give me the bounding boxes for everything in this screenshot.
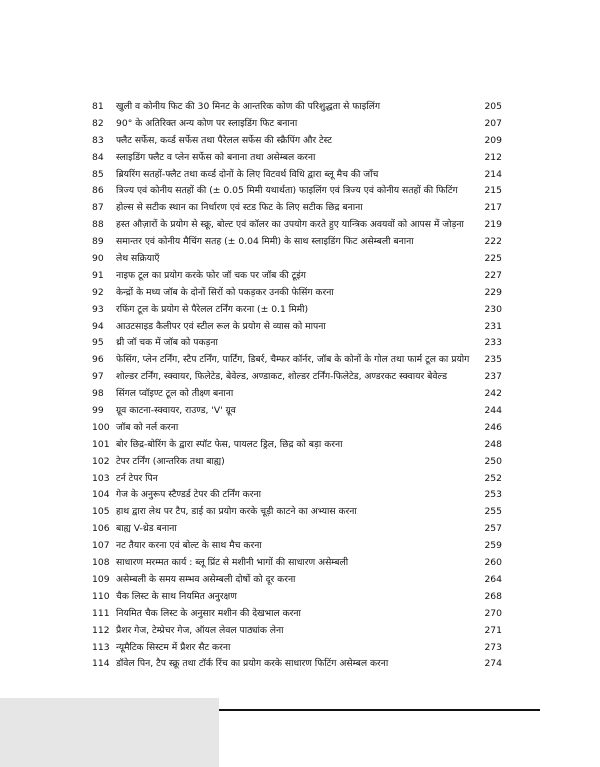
toc-row xyxy=(92,403,502,420)
entry-title: ब्रियरिंग सतहों-फ्लैट तथा कर्व्ड दोनों के लिए विटवर्थ विधि द्वारा ब्लू मैच की जाँच xyxy=(116,168,379,180)
entry-number: 94 xyxy=(92,320,104,332)
entry-number: 93 xyxy=(92,303,104,315)
entry-number: 85 xyxy=(92,168,104,180)
entry-title: बोर छिद्र-बोरिंग के द्वारा स्पॉट फेस, पायलट ड्रिल, छिद्र को बड़ा करना xyxy=(116,438,343,450)
entry-number: 110 xyxy=(92,590,110,602)
entry-title: केन्द्रों के मध्य जॉब के दोनों सिरों को पकड़कर उनकी फेसिंग करना xyxy=(116,286,334,298)
toc-row xyxy=(92,268,502,285)
entry-page-number: 264 xyxy=(484,573,502,585)
entry-page-number: 233 xyxy=(484,337,502,349)
toc-row xyxy=(92,454,502,471)
entry-number: 114 xyxy=(92,658,110,670)
entry-title: नियमित चैक लिस्ट के अनुसार मशीन की देखभाल करना xyxy=(116,607,301,619)
entry-number: 103 xyxy=(92,472,110,484)
entry-title: टेपर टर्निंग (आन्तरिक तथा बाह्य) xyxy=(116,455,225,467)
toc-row xyxy=(92,420,502,437)
toc-row xyxy=(92,656,502,673)
entry-number: 90 xyxy=(92,253,104,265)
entry-title: थ्री जॉ चक में जॉब को पकड़ना xyxy=(116,337,218,349)
entry-title: गेज के अनुरूप स्टैण्डर्ड टेपर की टर्निंग करना xyxy=(116,489,261,501)
entry-page-number: 222 xyxy=(484,236,502,248)
toc-row xyxy=(92,251,502,268)
entry-number: 107 xyxy=(92,540,110,552)
entry-page-number: 246 xyxy=(484,421,502,433)
entry-number: 101 xyxy=(92,438,110,450)
entry-title: होल्स से सटीक स्थान का निर्धारण एवं स्टड फिट के लिए सटीक छिद्र बनाना xyxy=(116,202,363,214)
entry-page-number: 229 xyxy=(484,286,502,298)
toc-row xyxy=(92,167,502,184)
entry-number: 86 xyxy=(92,185,104,197)
toc-row xyxy=(92,234,502,251)
entry-number: 112 xyxy=(92,624,110,636)
entry-page-number: 230 xyxy=(484,303,502,315)
entry-page-number: 253 xyxy=(484,489,502,501)
entry-number: 87 xyxy=(92,202,104,214)
toc-row xyxy=(92,285,502,302)
entry-page-number: 250 xyxy=(484,455,502,467)
entry-title: आउटसाइड कैलीपर एवं स्टील रूल के प्रयोग से व्यास को मापना xyxy=(116,320,326,332)
entry-number: 99 xyxy=(92,405,104,417)
entry-page-number: 244 xyxy=(484,405,502,417)
entry-page-number: 270 xyxy=(484,607,502,619)
toc-row xyxy=(92,572,502,589)
toc-row xyxy=(92,521,502,538)
entry-page-number: 273 xyxy=(484,641,502,653)
footer-rule xyxy=(219,709,540,711)
entry-number: 98 xyxy=(92,388,104,400)
entry-number: 97 xyxy=(92,371,104,383)
entry-page-number: 268 xyxy=(484,590,502,602)
toc-row xyxy=(92,606,502,623)
entry-title: शोल्डर टर्निंग, स्क्वायर, फिलेटेड, बेवेल्ड, अण्डाकट, शोल्डर टर्निंग-फिलेटेड, अण्डरकट स्क्वायर बेवेल्ड xyxy=(116,371,448,383)
entry-number: 96 xyxy=(92,354,104,366)
toc-row xyxy=(92,133,502,150)
entry-title: फ्लैट सर्फेस, कर्व्ड सर्फेस तथा पैरेलल सर्फेस की स्क्रैपिंग और टेस्ट xyxy=(116,134,332,146)
toc-row xyxy=(92,302,502,319)
entry-number: 102 xyxy=(92,455,110,467)
entry-number: 88 xyxy=(92,219,104,231)
entry-number: 113 xyxy=(92,641,110,653)
entry-page-number: 259 xyxy=(484,540,502,552)
entry-page-number: 217 xyxy=(484,202,502,214)
entry-title: चैक लिस्ट के साथ नियमित अनुरक्षण xyxy=(116,590,237,602)
entry-title: लेथ सक्रियाएँ xyxy=(116,253,160,265)
entry-number: 104 xyxy=(92,489,110,501)
toc-row xyxy=(92,335,502,352)
entry-page-number: 260 xyxy=(484,557,502,569)
entry-page-number: 231 xyxy=(484,320,502,332)
entry-page-number: 235 xyxy=(484,354,502,366)
toc-row xyxy=(92,386,502,403)
entry-title: बाह्य V-थ्रेड बनाना xyxy=(116,523,177,535)
toc-row xyxy=(92,623,502,640)
table-of-contents xyxy=(92,99,502,673)
entry-page-number: 209 xyxy=(484,134,502,146)
entry-title: समान्तर एवं कोनीय मैचिंग सतह (± 0.04 मिमी) के साथ स्लाइडिंग फिट असेम्बली बनाना xyxy=(116,236,414,248)
entry-number: 81 xyxy=(92,101,104,112)
entry-number: 106 xyxy=(92,523,110,535)
entry-page-number: 212 xyxy=(484,151,502,163)
entry-title: त्रिज्य एवं कोनीय सतहों की (± 0.05 मिमी यथार्थता) फाइलिंग एवं त्रिज्य एवं कोनीय सतहों की फिटिंग xyxy=(116,185,458,197)
entry-number: 109 xyxy=(92,573,110,585)
entry-title: रफिंग टूल के प्रयोग से पैरेलल टर्निंग करना (± 0.1 मिमी) xyxy=(116,303,309,315)
entry-title: नट तैयार करना एवं बोल्ट के साथ मैच करना xyxy=(116,540,262,552)
entry-page-number: 237 xyxy=(484,371,502,383)
toc-row xyxy=(92,369,502,386)
entry-number: 91 xyxy=(92,269,104,281)
entry-page-number: 271 xyxy=(484,624,502,636)
toc-row xyxy=(92,200,502,217)
entry-page-number: 257 xyxy=(484,523,502,535)
toc-row xyxy=(92,640,502,657)
entry-number: 82 xyxy=(92,117,104,129)
entry-page-number: 215 xyxy=(484,185,502,197)
entry-number: 105 xyxy=(92,506,110,518)
entry-page-number: 207 xyxy=(484,117,502,129)
toc-row xyxy=(92,319,502,336)
footer-gray-block xyxy=(0,698,219,767)
entry-number: 100 xyxy=(92,421,110,433)
entry-title: स्लाइडिंग फ्लैट व प्लेन सर्फेस को बनाना तथा असेम्बल करना xyxy=(116,151,316,163)
toc-row xyxy=(92,116,502,133)
entry-page-number: 242 xyxy=(484,388,502,400)
entry-number: 111 xyxy=(92,607,110,619)
entry-number: 92 xyxy=(92,286,104,298)
entry-number: 95 xyxy=(92,337,104,349)
entry-title: नाइफ टूल का प्रयोग करके फोर जॉ चक पर जॉब की टूइंग xyxy=(116,269,306,281)
toc-row xyxy=(92,150,502,167)
toc-row xyxy=(92,589,502,606)
toc-row xyxy=(92,538,502,555)
entry-title: जॉब को नर्ल करना xyxy=(116,421,179,433)
entry-number: 83 xyxy=(92,134,104,146)
entry-number: 89 xyxy=(92,236,104,248)
entry-title: 90° के अतिरिक्त अन्य कोण पर स्लाइडिंग फिट बनाना xyxy=(116,117,298,129)
entry-title: असेम्बली के समय सम्भव असेम्बली दोषों को दूर करना xyxy=(116,573,296,585)
toc-row xyxy=(92,99,502,116)
toc-row xyxy=(92,504,502,521)
toc-row xyxy=(92,471,502,488)
toc-row xyxy=(92,437,502,454)
entry-title: न्यूमैटिक सिस्टम में प्रैशर सैट करना xyxy=(116,641,231,653)
entry-page-number: 274 xyxy=(484,658,502,670)
entry-page-number: 219 xyxy=(484,219,502,231)
entry-title: प्रैशर गेज, टेम्प्रेचर गेज, ऑयल लेवल पाठ्यांक लेना xyxy=(116,624,284,636)
entry-title: डॉवेल पिन, टैप स्क्रू तथा टॉर्क रिंच का प्रयोग करके साधारण फिटिंग असेम्बल करना xyxy=(116,658,389,670)
entry-title: हाथ द्वारा लेथ पर टैप, डाई का प्रयोग करके चूड़ी काटने का अभ्यास करना xyxy=(116,506,357,518)
entry-page-number: 214 xyxy=(484,168,502,180)
entry-title: ग्रूव काटना-स्क्वायर, राउण्ड, 'V' ग्रूव xyxy=(116,405,236,417)
toc-row xyxy=(92,555,502,572)
entry-page-number: 248 xyxy=(484,438,502,450)
entry-title: फेसिंग, प्लेन टर्निंग, स्टैप टर्निंग, पार्टिंग, डिबर्र, चैम्फर कॉर्नर, जॉब के कोनों के गोल तथा फार्म टूल का प्रयोग xyxy=(116,354,470,366)
entry-title: साधारण मरम्मत कार्य : ब्लू प्रिंट से मशीनी भागों की साधारण असेम्बली xyxy=(116,557,349,569)
entry-page-number: 255 xyxy=(484,506,502,518)
entry-page-number: 252 xyxy=(484,472,502,484)
entry-page-number: 227 xyxy=(484,269,502,281)
toc-row xyxy=(92,352,502,369)
entry-number: 108 xyxy=(92,557,110,569)
entry-title: हस्त औज़ारों के प्रयोग से स्क्रू, बोल्ट एवं कॉलर का उपयोग करते हुए यान्त्रिक अवयवों को आपस में जोड़ना xyxy=(116,219,464,231)
entry-title: सिंगल प्वॉइण्ट टूल को तीक्ष्ण बनाना xyxy=(116,388,234,400)
entry-page-number: 205 xyxy=(484,101,502,112)
toc-row xyxy=(92,487,502,504)
entry-page-number: 225 xyxy=(484,253,502,265)
entry-number: 84 xyxy=(92,151,104,163)
entry-title: खुली व कोनीय फिट की 30 मिनट के आन्तरिक कोण की परिशुद्धता से फाइलिंग xyxy=(116,101,381,112)
toc-row xyxy=(92,183,502,200)
entry-title: टर्न टेपर पिन xyxy=(116,472,158,484)
toc-row xyxy=(92,217,502,234)
